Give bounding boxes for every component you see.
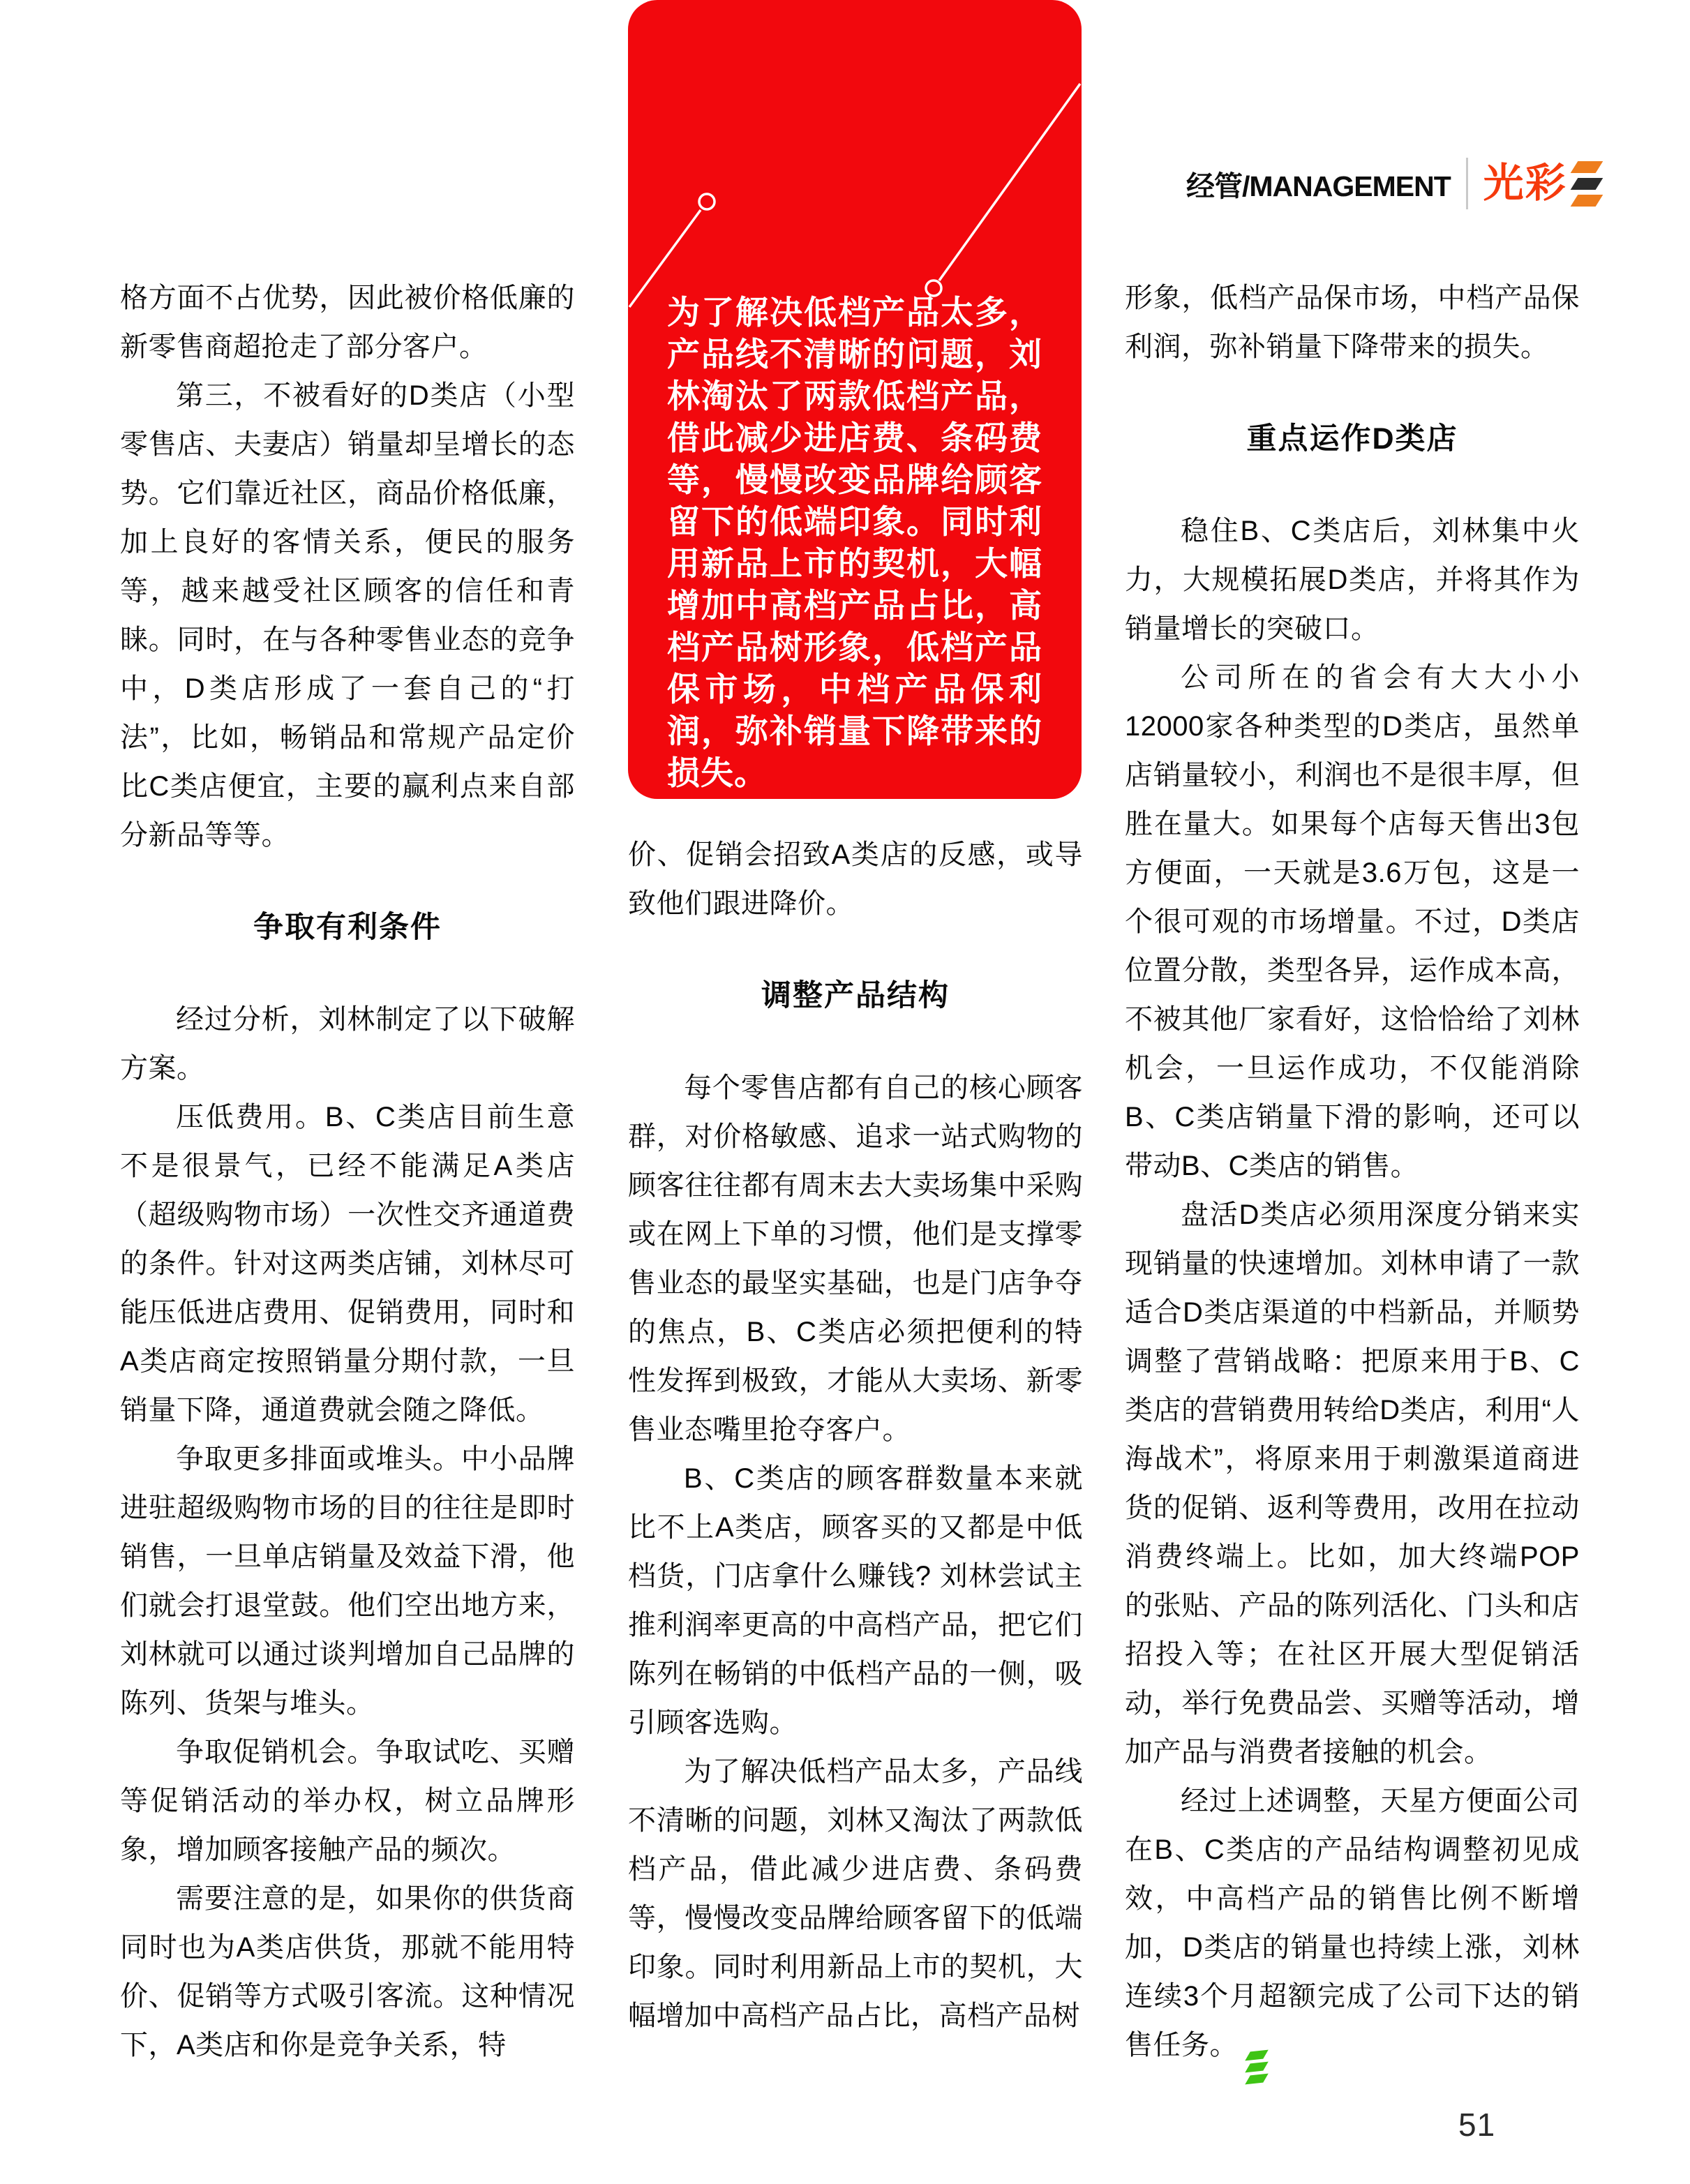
article-paragraph: 公司所在的省会有大大小小12000家各种类型的D类店，虽然单店销量较小，利润也不是很丰厚，但胜在量大。如果每个店每天售出3包方便面，一天就是3.6万包，这是一个很可观的市场增量。不过，D类店位置分散，类型各异，运作成本高，不被其他厂家看好，这恰恰给了刘林机会，一旦运作成功，不仅能消除B、C类店销量下滑的影响，还可以带动B、C类店的销售。	[1125, 662, 1580, 1181]
article-paragraph: 格方面不占优势，因此被价格低廉的新零售商超抢走了部分客户。	[120, 283, 575, 362]
column-left	[120, 274, 575, 2070]
article-paragraph: 经过分析，刘林制定了以下破解方案。	[120, 1004, 575, 1084]
brand-logo	[1483, 161, 1599, 207]
article-paragraph: 需要注意的是，如果你的供货商同时也为A类店供货，那就不能用特价、促销等方式吸引客流。这种情况下，A类店和你是竞争关系，特	[120, 1883, 575, 2060]
section-heading: 争取有利条件	[253, 911, 442, 944]
article-end-icon	[1248, 2051, 1266, 2084]
header-divider	[1466, 158, 1468, 209]
column-right	[1125, 274, 1580, 2084]
section-heading: 重点运作D类店	[1246, 422, 1458, 456]
article-paragraph: 争取促销机会。争取试吃、买赠等促销活动的举办权，树立品牌形象，增加顾客接触产品的频次。	[120, 1737, 575, 1865]
pullquote-text: 为了解决低档产品太多，产品线不清晰的问题，刘林淘汰了两款低档产品，借此减少进店费、条码费等，慢慢改变品牌给顾客留下的低端印象。同时利用新品上市的契机，大幅增加中高档产品占比，高档产品树形象，低档产品保市场，中档产品保利润，弥补销量下降带来的损失。	[667, 294, 1042, 791]
section-heading: 调整产品结构	[761, 979, 950, 1012]
article-paragraph: B、C类店的顾客群数量本来就比不上A类店，顾客买的又都是中低档货，门店拿什么赚钱? 刘林尝试主推利润率更高的中高档产品，把它们陈列在畅销的中低档产品的一侧，吸引顾客选购。	[628, 1463, 1083, 1738]
article-paragraph: 形象，低档产品保市场，中档产品保利润，弥补销量下降带来的损失。	[1125, 283, 1580, 362]
page-number: 51	[1458, 2107, 1496, 2143]
brand-label: 光彩	[1483, 160, 1567, 206]
article-paragraph: 压低费用。B、C类店目前生意不是很景气，已经不能满足A类店（超级购物市场）一次性交齐通道费的条件。针对这两类店铺，刘林尽可能压低进店费用、促销费用，同时和A类店商定按照销量分期付款，一旦销量下降，通道费就会随之降低。	[120, 1102, 575, 1426]
article-paragraph: 经过上述调整，天星方便面公司在B、C类店的产品结构调整初见成效，中高档产品的销售比例不断增加，D类店的销量也持续上涨，刘林连续3个月超额完成了公司下达的销售任务。	[1125, 1777, 1580, 2084]
article-paragraph: 第三，不被看好的D类店（小型零售店、夫妻店）销量却呈增长的态势。它们靠近社区，商品价格低廉，加上良好的客情关系，便民的服务等，越来越受社区顾客的信任和青睐。同时，在与各种零售业态的竞争中，D类店形成了一套自己的“打法”，比如，畅销品和常规产品定价比C类店便宜，主要的赢利点来自部分新品等等。	[120, 380, 575, 851]
article-paragraph: 争取更多排面或堆头。中小品牌进驻超级购物市场的目的往往是即时销售，一旦单店销量及效益下滑，他们就会打退堂鼓。他们空出地方来，刘林就可以通过谈判增加自己品牌的陈列、货架与堆头。	[120, 1444, 575, 1719]
page-header	[1186, 158, 1599, 209]
pullquote-box	[628, 0, 1082, 799]
article-paragraph: 为了解决低档产品太多，产品线不清晰的问题，刘林又淘汰了两款低档产品，借此减少进店费、条码费等，慢慢改变品牌给顾客留下的低端印象。同时利用新品上市的契机，大幅增加中高档产品占比，高档产品树	[628, 1756, 1083, 2031]
brand-chevron-icon	[1574, 161, 1599, 207]
article-paragraph: 盘活D类店必须用深度分销来实现销量的快速增加。刘林申请了一款适合D类店渠道的中档新品，并顺势调整了营销战略：把原来用于B、C类店的营销费用转给D类店，利用“人海战术”，将原来用于刺激渠道商进货的促销、返利等费用，改用在拉动消费终端上。比如，加大终端POP的张贴、产品的陈列活化、门头和店招投入等；在社区开展大型促销活动，举行免费品尝、买赠等活动，增加产品与消费者接触的机会。	[1125, 1199, 1580, 1767]
column-middle	[628, 830, 1083, 2040]
article-paragraph: 价、促销会招致A类店的反感，或导致他们跟进降价。	[628, 839, 1083, 919]
article-paragraph: 稳住B、C类店后，刘林集中火力，大规模拓展D类店，并将其作为销量增长的突破口。	[1125, 516, 1580, 644]
article-paragraph: 每个零售店都有自己的核心顾客群，对价格敏感、追求一站式购物的顾客往往都有周末去大卖场集中采购或在网上下单的习惯，他们是支撑零售业态的最坚实基础，也是门店争夺的焦点，B、C类店必须把便利的特性发挥到极致，才能从大卖场、新零售业态嘴里抢夺客户。	[628, 1072, 1083, 1445]
section-title: 经管/MANAGEMENT	[1186, 170, 1451, 202]
